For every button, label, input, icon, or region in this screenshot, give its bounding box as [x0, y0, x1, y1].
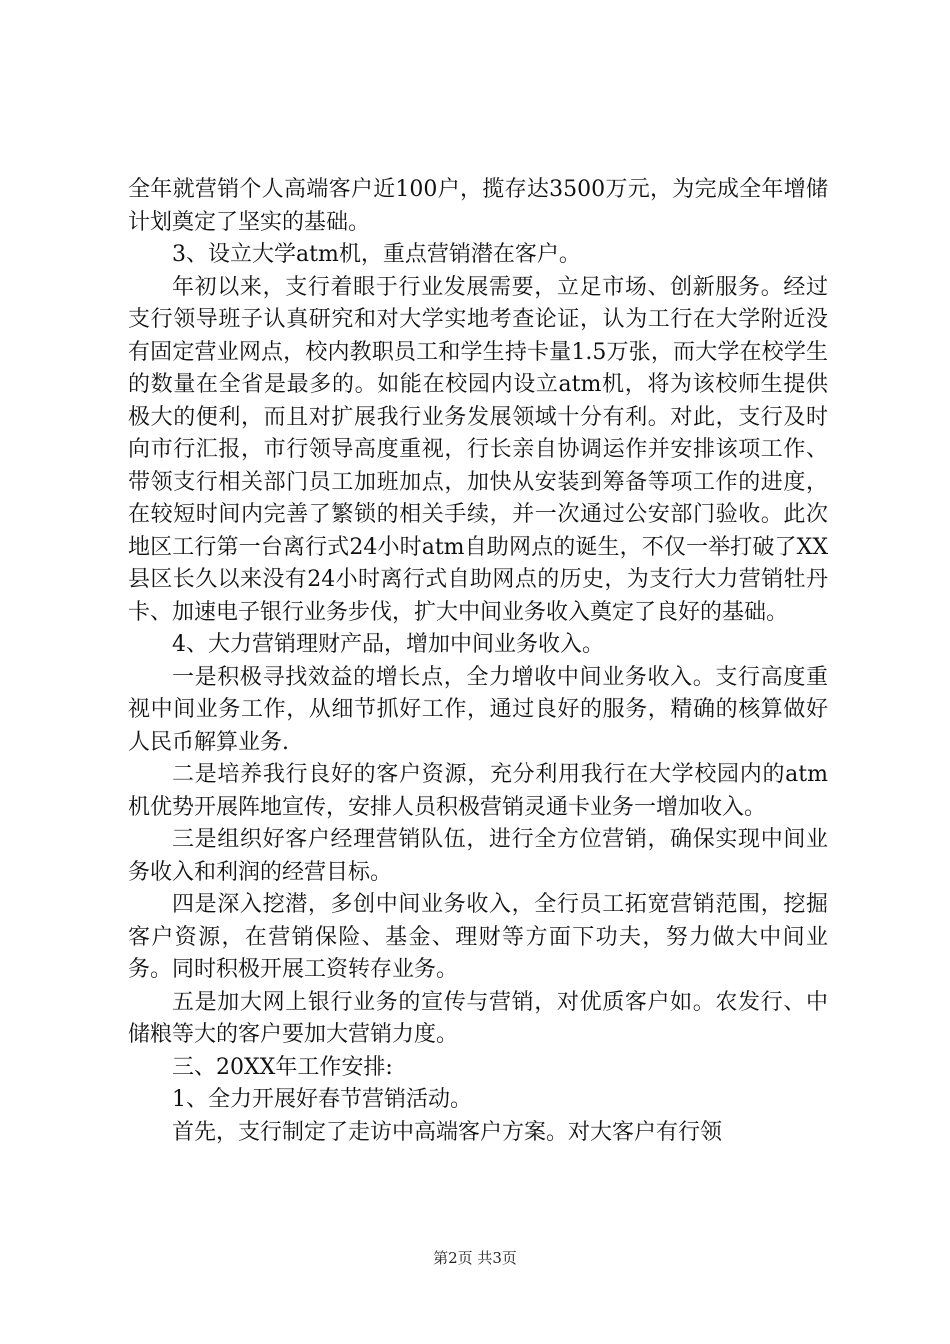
paragraph-point-three: 三是组织好客户经理营销队伍，进行全方位营销，确保实现中间业务收入和利润的经营目标。 — [128, 827, 828, 885]
paragraph-point-two: 二是培养我行良好的客户资源，充分利用我行在大学校园内的atm机优势开展阵地宣传，安排人员积极营销灵通卡业务一增加收入。 — [128, 762, 828, 820]
heading-wealth-products: 4、大力营销理财产品，增加中间业务收入。 — [172, 632, 604, 657]
paragraph-atm-details: 年初以来，支行着眼于行业发展需要，立足市场、创新服务。经过支行领导班子认真研究和对大学实地考查论证，认为工行在大学附近没有固定营业网点，校内教职员工和学生持卡量1.5万张，而大学在校学生的数量在全省是最多的。如能在校园内设立atm机，将为该校师生提供极大的便利，而且对扩展我行业务发展领域十分有利。对此，支行及时向市行汇报，市行领导高度重视，行长亲自协调运作并安排该项工作、带领支行相关部门员工加班加点，加快从安装到筹备等项工作的进度，在较短时间内完善了繁锁的相关手续，并一次通过公安部门验收。此次地区工行第一台离行式24小时atm自助网点的诞生，不仅一举打破了XX县区长久以来没有24小时离行式自助网点的历史，为支行大力营销牡丹卡、加速电子银行业务步伐，扩大中间业务收入奠定了良好的基础。 — [128, 274, 828, 625]
heading-work-plan: 三、20XX年工作安排: — [172, 1054, 393, 1080]
paragraph-continuation: 全年就营销个人高端客户近100户，揽存达3500万元，为完成全年增储计划奠定了坚实的基础。 — [128, 177, 828, 235]
heading-spring-festival: 1、全力开展好春节营销活动。 — [172, 1087, 472, 1112]
paragraph-first-step: 首先，支行制定了走访中高端客户方案。对大客户有行领 — [172, 1119, 723, 1145]
paragraph-point-one: 一是积极寻找效益的增长点，全力增收中间业务收入。支行高度重视中间业务工作，从细节抓好工作，通过良好的服务，精确的核算做好人民币解算业务. — [128, 664, 828, 755]
paragraph-point-four: 四是深入挖潜，多创中间业务收入，全行员工拓宽营销范围，挖掘客户资源，在营销保险、基金、理财等方面下功夫，努力做大中间业务。同时积极开展工资转存业务。 — [128, 892, 828, 982]
document-body — [128, 174, 828, 1149]
heading-atm: 3、设立大学atm机，重点营销潜在客户。 — [172, 242, 581, 267]
page-number-footer: 第2页 共3页 — [433, 1249, 517, 1267]
paragraph-point-five: 五是加大网上银行业务的宣传与营销，对优质客户如。农发行、中储粮等大的客户要加大营销力度。 — [128, 989, 828, 1047]
